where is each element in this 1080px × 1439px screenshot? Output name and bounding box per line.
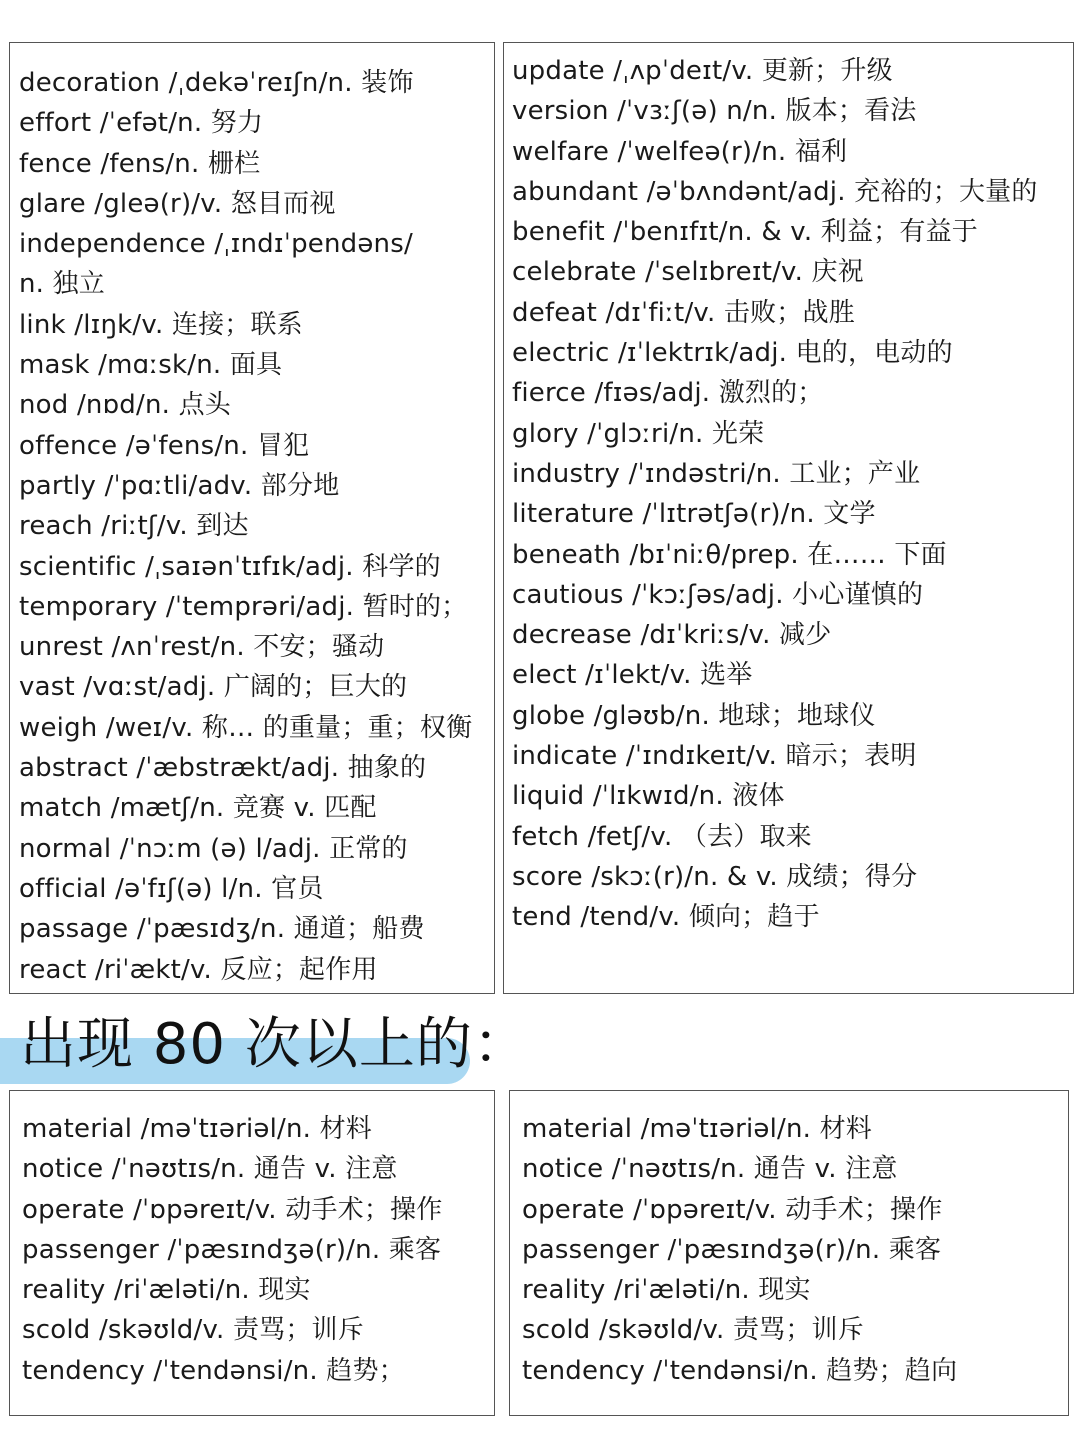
vocab-entry: electric /ɪˈlektrɪk/adj. 电的，电动的 [512,338,953,369]
vocab-entry: beneath /bɪˈniːθ/prep. 在…… 下面 [512,539,947,570]
vocab-entry: material /məˈtɪəriəl/n. 材料 [522,1114,872,1144]
vocab-entry: fetch /fetʃ/v. （去）取来 [512,821,812,852]
vocab-list-bottom-left [9,1090,495,1416]
vocab-entry: abstract /ˈæbstrækt/adj. 抽象的 [19,753,427,784]
vocab-entry: vast /vɑːst/adj. 广阔的；巨大的 [19,672,408,703]
vocab-entry: passenger /ˈpæsɪndʒə(r)/n. 乘客 [522,1234,942,1265]
vocab-entry: tendency /ˈtendənsi/n. 趋势； [22,1355,405,1386]
vocab-entry: official /əˈfɪʃ(ə) l/n. 官员 [19,873,324,904]
vocab-entry: tend /tend/v. 倾向；趋于 [512,902,820,933]
vocab-entry: reach /riːtʃ/v. 到达 [19,511,249,542]
vocab-entry: cautious /ˈkɔːʃəs/adj. 小心谨慎的 [512,579,924,610]
vocab-entry: notice /ˈnəʊtɪs/n. 通告 v. 注意 [22,1154,398,1185]
vocab-entry: reality /riˈæləti/n. 现实 [522,1275,811,1306]
vocab-entry: celebrate /ˈselɪbreɪt/v. 庆祝 [512,257,864,288]
vocab-entry: fence /fens/n. 栅栏 [19,148,261,179]
vocab-entry: effort /ˈefət/n. 努力 [19,108,264,139]
vocab-entry: notice /ˈnəʊtɪs/n. 通告 v. 注意 [522,1154,898,1185]
vocab-entry: temporary /ˈtemprəri/adj. 暂时的； [19,591,468,622]
vocab-entry: operate /ˈɒpəreɪt/v. 动手术；操作 [22,1194,443,1225]
vocab-entry: decoration /ˌdekəˈreɪʃn/n. 装饰 [19,68,414,98]
vocab-list-top-right [503,42,1074,994]
vocab-entry: industry /ˈɪndəstri/n. 工业；产业 [512,458,921,489]
vocab-entry: fierce /fɪəs/adj. 激烈的； [512,378,824,409]
vocab-entry: normal /ˈnɔːm (ə) l/adj. 正常的 [19,833,408,864]
vocab-entry: partly /ˈpɑːtli/adv. 部分地 [19,470,340,501]
vocab-entry: react /riˈækt/v. 反应；起作用 [19,954,378,985]
vocab-entry: score /skɔː(r)/n. & v. 成绩；得分 [512,861,918,892]
vocab-entry: n. 独立 [19,269,106,300]
vocab-entry: update /ˌʌpˈdeɪt/v. 更新；升级 [512,56,893,86]
vocab-list-top-left [9,42,495,994]
vocab-entry: defeat /dɪˈfiːt/v. 击败；战胜 [512,297,855,328]
vocab-entry: elect /ɪˈlekt/v. 选举 [512,660,753,691]
vocab-entry: globe /gləʊb/n. 地球；地球仪 [512,700,876,731]
vocab-entry: tendency /ˈtendənsi/n. 趋势；趋向 [522,1355,958,1386]
vocab-entry: benefit /ˈbenɪfɪt/n. & v. 利益；有益于 [512,217,978,248]
section-heading [0,1010,530,1080]
vocab-entry: glory /ˈglɔːri/n. 光荣 [512,418,765,449]
vocab-entry: link /lɪŋk/v. 连接；联系 [19,309,303,340]
vocab-entry: decrease /dɪˈkriːs/v. 减少 [512,620,832,651]
vocab-entry: unrest /ʌnˈrest/n. 不安；骚动 [19,632,385,663]
vocab-entry: literature /ˈlɪtrətʃə(r)/n. 文学 [512,499,876,530]
vocab-entry: reality /riˈæləti/n. 现实 [22,1275,311,1306]
vocab-list-bottom-right [509,1090,1069,1416]
vocab-entry: nod /nɒd/n. 点头 [19,390,231,421]
vocab-entry: scientific /ˌsaɪənˈtɪfɪk/adj. 科学的 [19,551,441,582]
vocab-entry: welfare /ˈwelfeə(r)/n. 福利 [512,136,848,167]
vocab-entry: match /mætʃ/n. 竞赛 v. 匹配 [19,793,377,824]
vocab-entry: passenger /ˈpæsɪndʒə(r)/n. 乘客 [22,1234,442,1265]
vocab-entry: scold /skəʊld/v. 责骂；训斥 [22,1315,364,1346]
vocab-entry: mask /mɑːsk/n. 面具 [19,350,283,381]
vocab-entry: version /ˈvɜːʃ(ə) n/n. 版本；看法 [512,96,917,127]
vocab-entry: weigh /weɪ/v. 称… 的重量；重；权衡 [19,712,473,743]
vocab-entry: scold /skəʊld/v. 责骂；训斥 [522,1315,864,1346]
vocab-entry: independence /ˌɪndɪˈpendəns/ [19,229,413,260]
vocab-entry: passage /ˈpæsɪdʒ/n. 通道；船费 [19,914,425,945]
vocab-entry: operate /ˈɒpəreɪt/v. 动手术；操作 [522,1194,943,1225]
vocab-entry: abundant /əˈbʌndənt/adj. 充裕的；大量的 [512,176,1038,207]
vocab-entry: indicate /ˈɪndɪkeɪt/v. 暗示；表明 [512,741,917,772]
vocab-entry: glare /gleə(r)/v. 怒目而视 [19,188,336,219]
vocab-entry: offence /əˈfens/n. 冒犯 [19,430,310,461]
vocab-entry: liquid /ˈlɪkwɪd/n. 液体 [512,781,785,812]
vocab-entry: material /məˈtɪəriəl/n. 材料 [22,1114,372,1144]
heading-text: 出现 80 次以上的： [20,1012,530,1077]
